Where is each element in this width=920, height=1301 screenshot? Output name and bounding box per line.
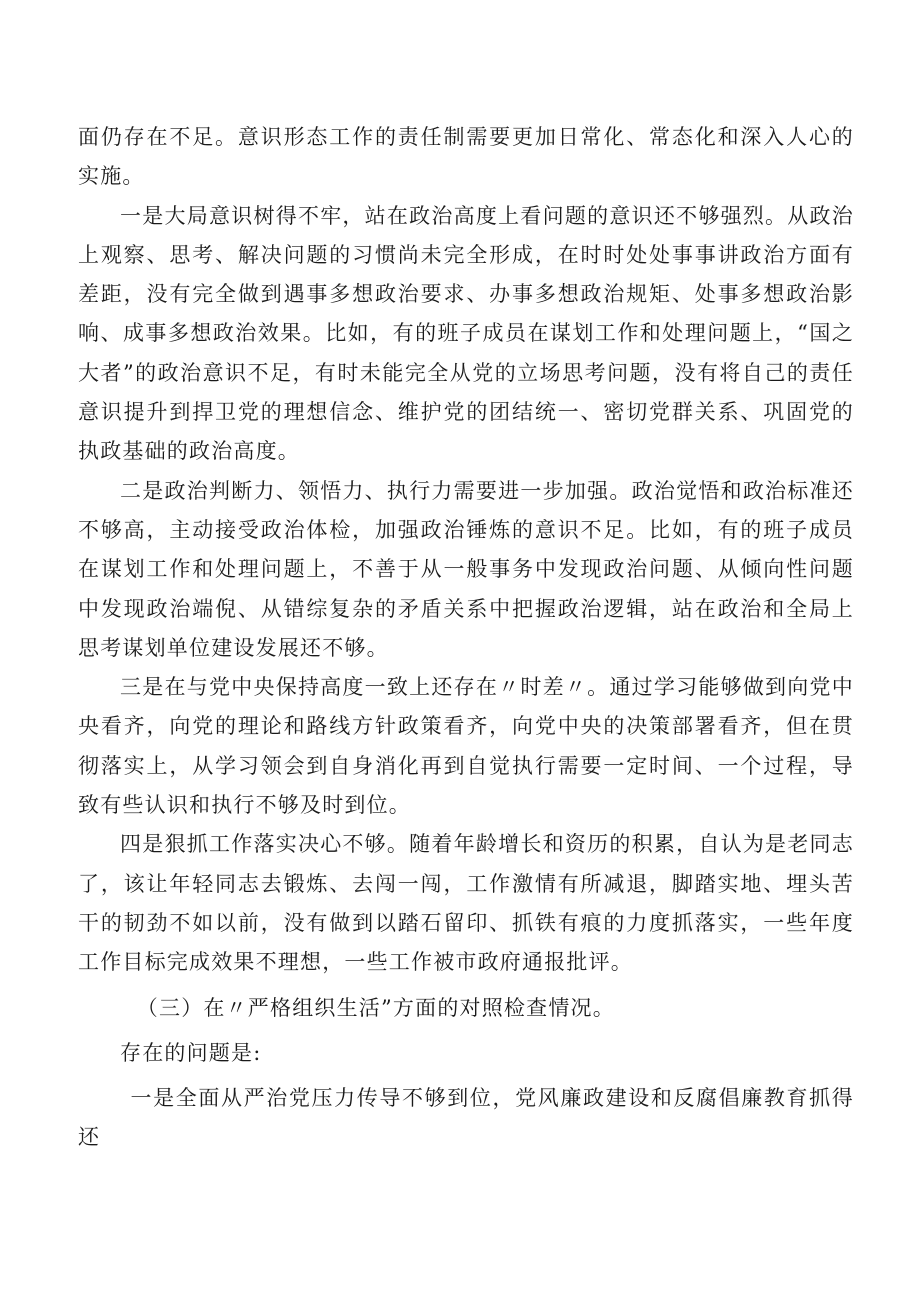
paragraph-point-three: 三是在与党中央保持高度一致上还存在〃时差〃。通过学习能够做到向党中央看齐，向党的理论和路线方针政策看齐，向党中央的决策部署看齐，但在贯彻落实上，从学习领会到自身消化再到自觉执行需要一定时间、一个过程，导致有些认识和执行不够及时到位。 <box>78 675 854 818</box>
paragraph-continuation: 面仍存在不足。意识形态工作的责任制需要更加日常化、常态化和深入人心的实施。 <box>78 125 854 189</box>
paragraph-problems-intro: 存在的问题是: <box>120 1040 262 1065</box>
section-heading-three: （三）在〃严格组织生活”方面的对照检查情况。 <box>136 995 615 1020</box>
paragraph-problem-one: 一是全面从严治党压力传导不够到位，党风廉政建设和反腐倡廉教育抓得还 <box>78 1086 854 1150</box>
paragraph-point-four: 四是狠抓工作落实决心不够。随着年龄增长和资历的积累，自认为是老同志了，该让年轻同志去锻炼、去闯一闯，工作激情有所减退，脚踏实地、埋头苦干的韧劲不如以前，没有做到以踏石留印、抓铁有痕的力度抓落实，一些年度工作目标完成效果不理想，一些工作被市政府通报批评。 <box>78 832 854 975</box>
paragraph-point-two: 二是政治判断力、领悟力、执行力需要进一步加强。政治觉悟和政治标准还不够高，主动接受政治体检，加强政治锤炼的意识不足。比如，有的班子成员在谋划工作和处理问题上，不善于从一般事务中发现政治问题、从倾向性问题中发现政治端倪、从错综复杂的矛盾关系中把握政治逻辑，站在政治和全局上思考谋划单位建设发展还不够。 <box>78 478 854 660</box>
paragraph-point-one: 一是大局意识树得不牢，站在政治高度上看问题的意识还不够强烈。从政治上观察、思考、解决问题的习惯尚未完全形成，在时时处处事事讲政治方面有差距，没有完全做到遇事多想政治要求、办事多想政治规矩、处事多想政治影响、成事多想政治效果。比如，有的班子成员在谋划工作和处理问题上，“国之大者”的政治意识不足，有时未能完全从党的立场思考问题，没有将自己的责任意识提升到捍卫党的理想信念、维护党的团结统一、密切党群关系、巩固党的执政基础的政治高度。 <box>78 203 854 464</box>
